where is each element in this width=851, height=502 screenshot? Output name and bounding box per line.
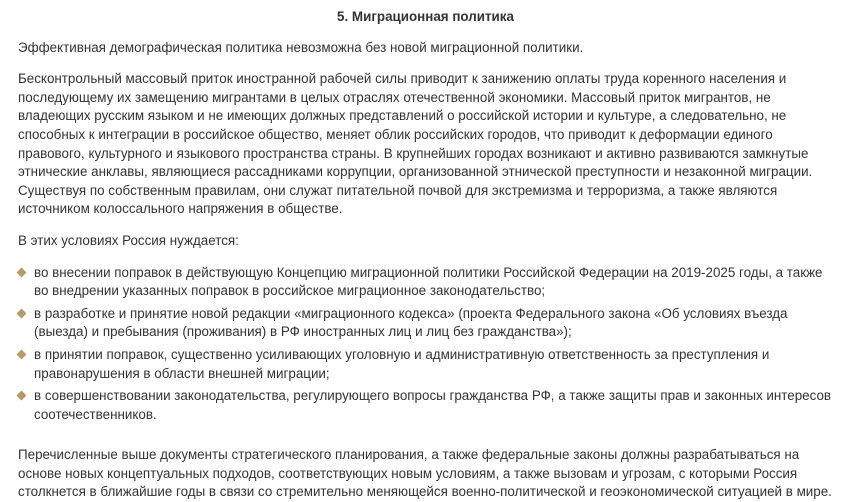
needs-intro-paragraph: В этих условиях Россия нуждается:: [18, 232, 239, 248]
intro-paragraph: Эффективная демографическая политика невозможна без новой миграционной политики.: [18, 39, 584, 55]
list-item: [18, 264, 833, 301]
diamond-bullet-icon: [17, 267, 27, 277]
needs-list: [18, 264, 833, 425]
list-item-text: в совершенствовании законодательства, регулирующего вопросы гражданства РФ, а также защиты прав и законных интересов соотечественников.: [34, 388, 832, 422]
list-item-text: в разработке и принятие новой редакции «миграционного кодекса» (проекта Федерального закона «Об условиях въезда (выезда) и пребывания (проживания) в РФ иностранных лиц и лиц без гражданства»);: [34, 305, 788, 340]
diamond-bullet-icon: [17, 308, 27, 318]
list-item-text: во внесении поправок в действующую Концепцию миграционной политики Российской Федерации на 2019-2025 годы, а также во внедрении указанных поправок в российское миграционное законодательство;: [34, 264, 823, 299]
problem-paragraph: Бесконтрольный массовый приток иностранной рабочей силы приводит к занижению оплаты труда коренного населения и последующему их замещению мигрантами в целых отраслях отечественной экономики. Массовый приток мигрантов, не владеющих русским языком и не имеющих должных представлений о российской истории и культуре, а следовательно, не способных к интеграции в российское общество, меняет облик российских городов, что приводит к деформации единого правового, культурного и языкового пространства страны. В крупнейших городах возникают и активно развиваются замкнутые этнические анклавы, являющиеся рассадниками коррупции, организованной этнической преступности и незаконной миграции. Существуя по собственным правилам, они служат питательной почвой для экстремизма и терроризма, а также являются источником колоссального напряжения в обществе.: [18, 71, 813, 217]
conclusion-paragraph: Перечисленные выше документы стратегического планирования, а также федеральные законы должны разрабатываться на основе новых концептуальных подходов, соответствующих новым условиям, а также вызовам и угрозам, с которыми Россия столкнется в ближайшие годы в связи со стремительно меняющейся военно-политической и геоэкономической ситуацией в мире.: [18, 447, 832, 500]
list-item: [18, 305, 833, 342]
diamond-bullet-icon: [17, 391, 27, 401]
list-item-text: в принятии поправок, существенно усиливающих уголовную и административную ответственность за преступления и правонарушения в области внешней миграции;: [34, 346, 770, 381]
diamond-bullet-icon: [17, 349, 27, 359]
list-item: [18, 387, 833, 424]
list-item: [18, 346, 833, 383]
section-title: 5. Миграционная политика: [337, 9, 514, 24]
